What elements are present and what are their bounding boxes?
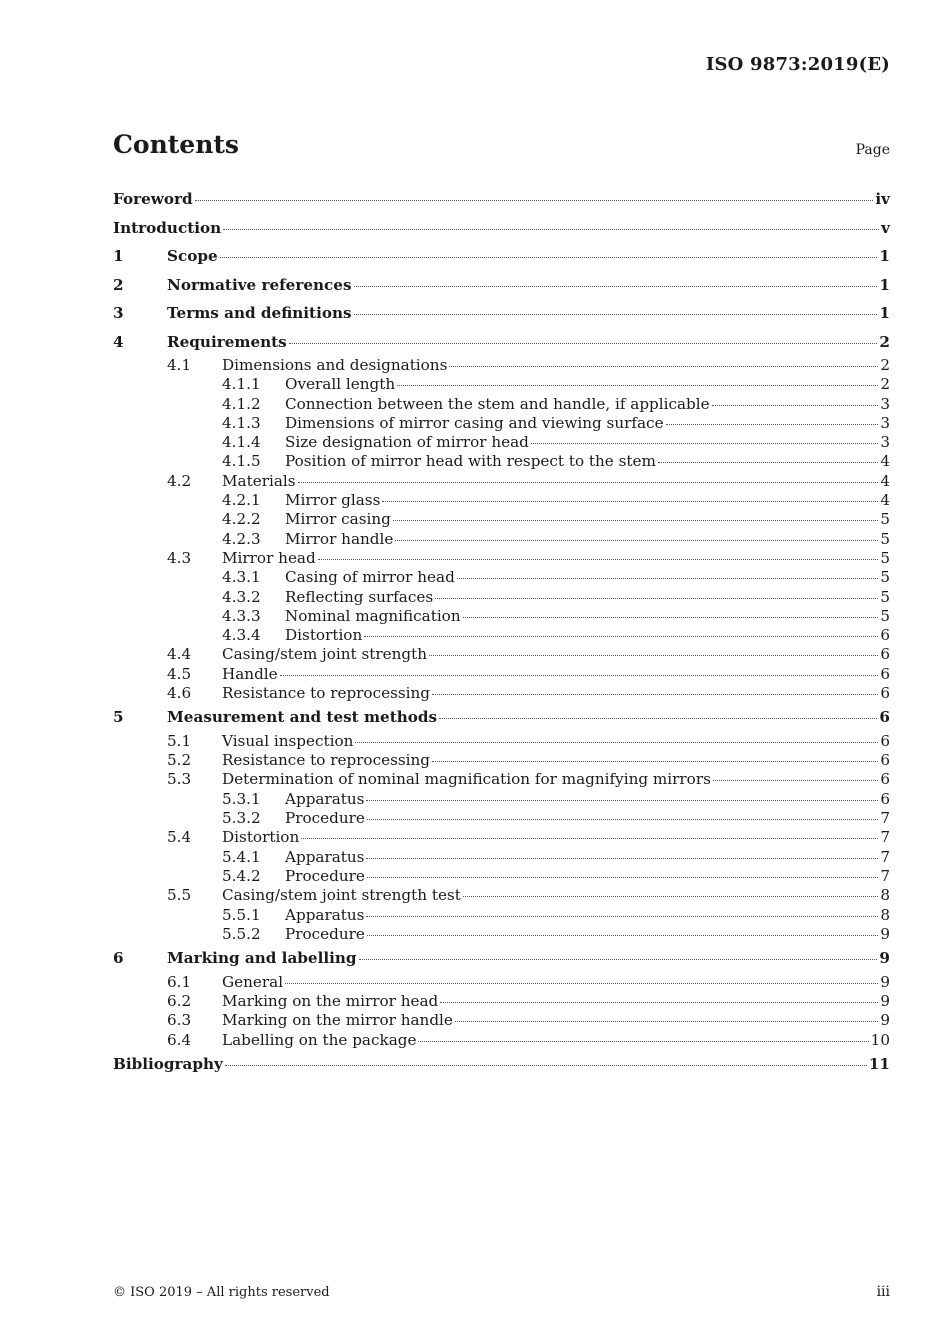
toc-entry[interactable] [113,751,890,770]
dot-leader [225,1064,867,1066]
toc-entry-number: 4.2 [167,471,192,490]
toc-entry-title: Procedure [285,866,365,885]
dot-leader [463,616,879,618]
toc-entry-title: Mirror handle [285,529,394,548]
toc-entry-number: 1 [113,247,124,265]
toc-entry-number: 4.3.4 [222,626,261,645]
toc-entry-number: 4.1.1 [222,375,261,394]
toc-entry[interactable] [113,414,890,433]
toc-entry-number: 4.6 [167,684,192,703]
toc-entry-page: 11 [868,1054,890,1073]
toc-entry-page: 7 [880,828,890,847]
toc-entry-title: Resistance to reprocessing [222,751,431,770]
toc-entry-page: 6 [880,789,890,808]
toc-entry-number: 5.5.1 [222,905,261,924]
toc-entry[interactable] [113,732,890,751]
toc-entry-page: 6 [880,626,890,645]
toc-entry-title: Apparatus [285,789,365,808]
dot-leader [355,741,878,743]
toc-entry[interactable] [113,973,890,992]
toc-entry-page: 5 [880,568,890,587]
dot-leader [223,228,879,230]
toc-entry-number: 4 [113,332,124,351]
toc-entry[interactable] [113,242,890,271]
toc-entry-page: 7 [880,847,890,866]
toc-entry-number: 4.2.2 [222,510,261,529]
toc-entry-number: 5.2 [167,751,192,770]
toc-entry-title: Dimensions of mirror casing and viewing surface [285,413,664,432]
toc-entry-page: 5 [880,548,890,567]
toc-entry[interactable] [113,848,890,867]
document-id: ISO 9873:2019(E) [705,54,890,75]
dot-leader [301,837,878,839]
contents-heading: Contents [113,130,240,159]
toc-entry[interactable] [113,684,890,703]
toc-entry-page: 6 [880,684,890,703]
toc-entry[interactable] [113,944,890,973]
toc-entry-number: 4.3.3 [222,606,261,625]
dot-leader [418,1040,868,1042]
toc-entry[interactable] [113,790,890,809]
toc-entry[interactable] [113,588,890,607]
toc-entry-title: Casing/stem joint strength [222,645,428,664]
toc-entry[interactable] [113,809,890,828]
toc-entry-number: 4.5 [167,664,192,683]
toc-entry-number: 4.3 [167,548,192,567]
toc-entry[interactable] [113,549,890,568]
dot-leader [658,461,878,463]
toc-entry[interactable] [113,665,890,684]
dot-leader [220,256,878,258]
dot-leader [713,779,878,781]
toc-entry-page: 5 [880,510,890,529]
toc-entry[interactable] [113,568,890,587]
toc-entry-page: 3 [880,413,890,432]
toc-entry-page: iv [875,190,890,208]
page-number: iii [876,1284,890,1300]
dot-leader [364,635,878,637]
toc-entry-title: Dimensions and designations [222,356,448,374]
toc-entry-number: 5.4 [167,828,192,847]
toc-entry[interactable] [113,703,890,732]
toc-entry-title: Terms and definitions [167,304,352,322]
toc-entry-page: 9 [880,991,890,1010]
toc-entry[interactable] [113,491,890,510]
toc-entry-number: 6.2 [167,991,192,1010]
toc-entry-page: 8 [880,905,890,924]
dot-leader [455,1020,878,1022]
toc-entry-title: Requirements [167,332,287,351]
dot-leader [298,481,879,483]
toc-entry[interactable] [113,356,890,375]
dot-leader [432,760,878,762]
toc-entry-page: 1 [879,275,890,294]
toc-entry-title: Mirror casing [285,510,391,529]
toc-entry[interactable] [113,906,890,925]
dot-leader [280,674,879,676]
toc-entry[interactable] [113,328,890,357]
toc-entry-page: 9 [880,972,890,991]
dot-leader [318,558,879,560]
dot-leader [435,597,878,599]
toc-entry-page: 7 [880,866,890,885]
toc-entry-title: Labelling on the package [222,1030,417,1049]
toc-entry-page: 6 [880,731,890,750]
toc-entry[interactable] [113,452,890,471]
dot-leader [382,500,878,502]
toc-entry[interactable] [113,1011,890,1030]
toc-entry-title: Mirror head [222,548,316,567]
toc-entry-page: 1 [879,247,890,265]
toc-entry-number: 5.5.2 [222,924,261,943]
toc-entry-title: Measurement and test methods [167,708,438,727]
toc-entry[interactable] [113,472,890,491]
toc-entry-title: Apparatus [285,847,365,866]
toc-entry-number: 6.4 [167,1030,192,1049]
toc-entry-number: 5.5 [167,886,192,905]
toc-entry-number: 4.1.4 [222,433,261,452]
toc-entry-number: 5.3.1 [222,789,261,808]
toc-entry-page: 6 [880,645,890,664]
toc-entry-title: Bibliography [113,1054,223,1073]
toc-entry-title: Handle [222,664,278,683]
toc-entry-page: 4 [880,491,890,510]
toc-entry-number: 4.4 [167,645,192,664]
toc-entry-title: Distortion [285,626,363,645]
toc-entry-title: Scope [167,247,218,265]
toc-entry-title: Size designation of mirror head [285,433,529,452]
toc-entry-title: Casing of mirror head [285,568,455,587]
toc-entry-number: 4.2.1 [222,491,261,510]
toc-entry[interactable] [113,214,890,243]
dot-leader [354,285,878,287]
toc-entry-page: 5 [880,529,890,548]
toc-entry-page: 10 [870,1030,890,1049]
toc-entry-title: Introduction [113,218,222,237]
copyright-notice: © ISO 2019 – All rights reserved [113,1285,330,1300]
toc-entry-number: 5.4.2 [222,866,261,885]
toc-entry[interactable] [113,271,890,300]
toc-entry-page: 9 [880,1011,890,1030]
toc-entry-page: 1 [879,304,890,322]
toc-entry-title: Procedure [285,809,365,828]
toc-entry-title: Marking on the mirror head [222,991,439,1010]
toc-entry-number: 4.1 [167,356,192,374]
toc-entry-number: 4.3.2 [222,587,261,606]
toc-entry-title: Apparatus [285,905,365,924]
toc-entry[interactable] [113,299,890,328]
toc-entry-title: Mirror glass [285,491,381,510]
dot-leader [367,818,878,820]
dot-leader [439,717,877,719]
toc-entry[interactable] [113,510,890,529]
toc-entry-number: 4.1.2 [222,394,261,413]
toc-entry[interactable] [113,607,890,626]
dot-leader [432,693,878,695]
dot-leader [712,404,879,406]
toc-entry[interactable] [113,375,890,394]
dot-leader [289,342,878,344]
dot-leader [395,539,878,541]
toc-entry-title: General [222,972,284,991]
toc-entry-title: Overall length [285,375,396,394]
toc-entry-page: 9 [879,949,890,968]
toc-entry-page: 4 [880,471,890,490]
toc-entry-number: 4.2.3 [222,529,261,548]
toc-entry-page: 6 [880,770,890,789]
dot-leader [367,934,878,936]
toc-entry-page: 7 [880,809,890,828]
dot-leader [457,577,879,579]
toc-entry[interactable] [113,1050,890,1079]
toc-entry-title: Normative references [167,275,352,294]
dot-leader [195,199,874,201]
dot-leader [440,1001,878,1003]
table-of-contents [113,185,890,1078]
toc-entry-page: 3 [880,433,890,452]
toc-entry-number: 5.3.2 [222,809,261,828]
toc-entry-title: Reflecting surfaces [285,587,434,606]
dot-leader [285,982,878,984]
toc-entry-number: 5.4.1 [222,847,261,866]
toc-entry-page: 2 [880,375,890,394]
page-column-label: Page [855,142,890,158]
toc-entry-number: 4.1.3 [222,413,261,432]
toc-entry[interactable] [113,626,890,645]
toc-entry[interactable] [113,770,890,789]
toc-entry-page: 9 [880,924,890,943]
dot-leader [393,519,878,521]
toc-entry-title: Position of mirror head with respect to the stem [285,452,656,471]
toc-entry-title: Foreword [113,190,193,208]
toc-entry-number: 3 [113,304,124,322]
toc-entry[interactable] [113,925,890,944]
toc-entry-number: 6.3 [167,1011,192,1030]
toc-entry[interactable] [113,395,890,414]
toc-entry-number: 5.1 [167,731,192,750]
toc-entry-number: 5 [113,708,124,727]
dot-leader [354,313,878,315]
toc-entry[interactable] [113,992,890,1011]
toc-entry-title: Materials [222,471,296,490]
toc-entry-title: Determination of nominal magnification for magnifying mirrors [222,770,711,789]
toc-entry[interactable] [113,828,890,847]
toc-entry-title: Resistance to reprocessing [222,684,431,703]
toc-entry-title: Nominal magnification [285,606,461,625]
dot-leader [366,915,878,917]
toc-entry-page: 5 [880,587,890,606]
toc-entry-page: 2 [879,332,890,351]
toc-entry-number: 4.1.5 [222,452,261,471]
toc-entry-number: 5.3 [167,770,192,789]
toc-entry-page: 3 [880,394,890,413]
dot-leader [359,958,878,960]
dot-leader [666,423,879,425]
toc-entry-page: 5 [880,606,890,625]
toc-entry[interactable] [113,185,890,214]
toc-entry-page: 6 [880,751,890,770]
toc-entry-title: Procedure [285,924,365,943]
toc-entry[interactable] [113,867,890,886]
toc-entry-title: Distortion [222,828,300,847]
toc-entry[interactable] [113,645,890,664]
toc-entry-title: Marking on the mirror handle [222,1011,453,1030]
toc-entry-page: 2 [880,356,890,374]
dot-leader [463,895,878,897]
toc-entry-title: Marking and labelling [167,949,357,968]
toc-entry-page: 8 [880,886,890,905]
toc-entry-number: 2 [113,275,124,294]
dot-leader [429,654,878,656]
toc-entry[interactable] [113,433,890,452]
toc-entry-page: 6 [879,708,890,727]
toc-entry[interactable] [113,530,890,549]
toc-entry-page: v [881,218,890,237]
toc-entry-title: Casing/stem joint strength test [222,886,461,905]
toc-entry-number: 6 [113,949,124,968]
toc-entry[interactable] [113,886,890,905]
toc-entry-page: 4 [880,452,890,471]
toc-entry-number: 6.1 [167,972,192,991]
toc-entry[interactable] [113,1031,890,1050]
dot-leader [367,876,878,878]
toc-entry-title: Connection between the stem and handle, if applicable [285,394,710,413]
dot-leader [397,384,878,386]
dot-leader [531,442,878,444]
dot-leader [366,857,878,859]
toc-entry-number: 4.3.1 [222,568,261,587]
dot-leader [366,799,878,801]
dot-leader [449,365,878,367]
toc-entry-page: 6 [880,664,890,683]
toc-entry-title: Visual inspection [222,731,354,750]
